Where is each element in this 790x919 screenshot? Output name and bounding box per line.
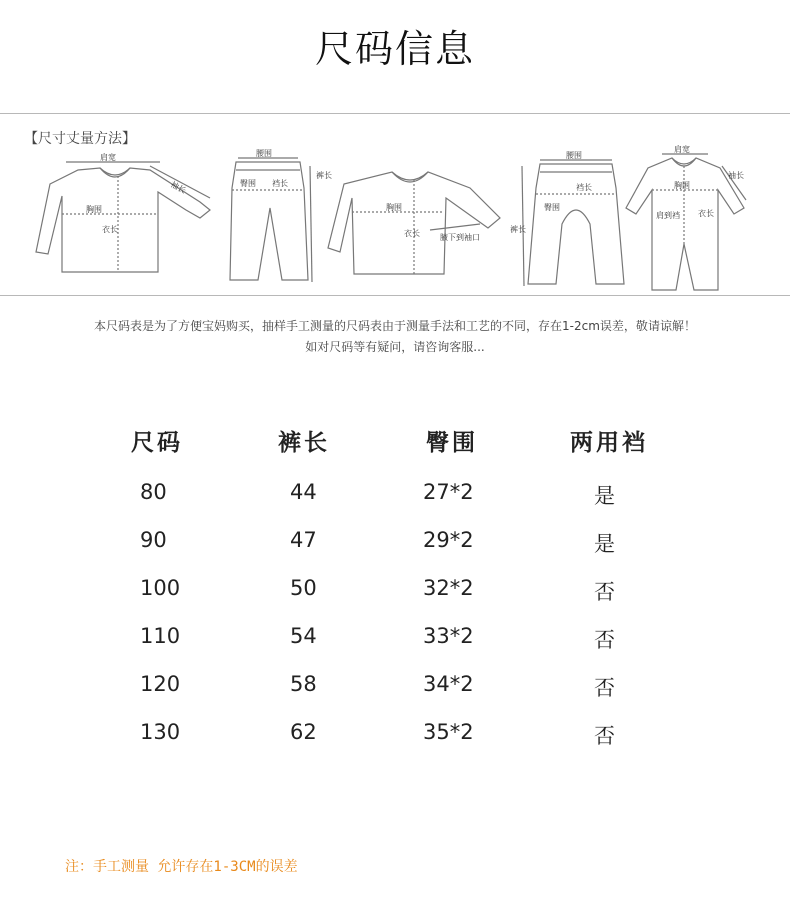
romper-shoulder-to-crotch-label: 肩到裆 — [656, 211, 680, 220]
pants-waist-label: 腰围 — [256, 149, 272, 158]
pants-rise-label: 裆长 — [272, 179, 288, 188]
measurement-method-label: 【尺寸丈量方法】 — [24, 131, 136, 147]
cell-size: 80 — [140, 480, 167, 504]
tshirt-sleeve-label: 袖长 — [169, 179, 188, 196]
cell-size: 130 — [140, 720, 181, 744]
cell-pants-length: 54 — [290, 624, 317, 648]
header-pants-length: 裤长 — [278, 430, 330, 456]
tshirt-chest-label: 胸围 — [86, 205, 102, 214]
pants-length-label: 裤长 — [316, 171, 332, 180]
cell-hip: 35*2 — [423, 720, 474, 744]
cell-dual-crotch: 否 — [594, 676, 615, 700]
header-hip: 臀围 — [426, 430, 478, 456]
romper-shoulder-label: 肩宽 — [674, 145, 690, 154]
cell-hip: 27*2 — [423, 480, 474, 504]
notice-line-1: 本尺码表是为了方便宝妈购买，抽样手工测量的尺码表由于测量手法和工艺的不同，存在1-2cm误差，敬请谅解！ — [94, 319, 696, 333]
cell-size: 110 — [140, 624, 181, 648]
romper-sleeve-label: 袖长 — [728, 171, 744, 180]
header-size: 尺码 — [131, 430, 183, 456]
raglan-underarm-label: 腋下到袖口 — [440, 233, 480, 242]
cell-pants-length: 58 — [290, 672, 317, 696]
romper-length-label: 衣长 — [698, 209, 714, 218]
cell-hip: 29*2 — [423, 528, 474, 552]
page-title: 尺码信息 — [314, 27, 475, 71]
cell-dual-crotch: 否 — [594, 580, 615, 604]
cell-pants-length: 50 — [290, 576, 317, 600]
table-header-row — [0, 424, 790, 464]
pants-open-crotch-diagram — [522, 160, 624, 286]
raglan-length-label: 衣长 — [404, 229, 420, 238]
cell-hip: 33*2 — [423, 624, 474, 648]
footnote: 注：手工测量 允许存在1-3CM的误差 — [65, 859, 298, 875]
cell-dual-crotch: 是 — [594, 484, 615, 508]
pants2-waist-label: 腰围 — [566, 151, 582, 160]
cell-dual-crotch: 否 — [594, 724, 615, 748]
tshirt-length-label: 衣长 — [102, 225, 118, 234]
table-row — [0, 720, 790, 760]
size-chart-notice — [0, 316, 790, 358]
pants2-length-label: 裤长 — [510, 225, 526, 234]
cell-dual-crotch: 否 — [594, 628, 615, 652]
measurement-method-panel — [0, 113, 790, 296]
cell-pants-length: 62 — [290, 720, 317, 744]
cell-hip: 34*2 — [423, 672, 474, 696]
pants-hip-label: 臀围 — [240, 179, 256, 188]
cell-size: 120 — [140, 672, 181, 696]
romper-chest-label: 胸围 — [674, 181, 690, 190]
table-row — [0, 672, 790, 712]
cell-hip: 32*2 — [423, 576, 474, 600]
table-row — [0, 480, 790, 520]
raglan-diagram — [328, 172, 500, 274]
table-row — [0, 576, 790, 616]
header-dual-crotch: 两用裆 — [570, 430, 648, 456]
pants2-hip-label: 臀围 — [544, 203, 560, 212]
cell-pants-length: 44 — [290, 480, 317, 504]
table-row — [0, 624, 790, 664]
raglan-chest-label: 胸围 — [386, 203, 402, 212]
pants2-rise-label: 裆长 — [576, 183, 592, 192]
tshirt-shoulder-label: 肩宽 — [100, 153, 116, 162]
cell-dual-crotch: 是 — [594, 532, 615, 556]
table-row — [0, 528, 790, 568]
pants-diagram — [230, 158, 312, 282]
cell-size: 100 — [140, 576, 181, 600]
cell-pants-length: 47 — [290, 528, 317, 552]
tshirt-diagram — [36, 162, 210, 272]
cell-size: 90 — [140, 528, 167, 552]
notice-line-2: 如对尺码等有疑问，请咨询客服... — [305, 340, 485, 354]
